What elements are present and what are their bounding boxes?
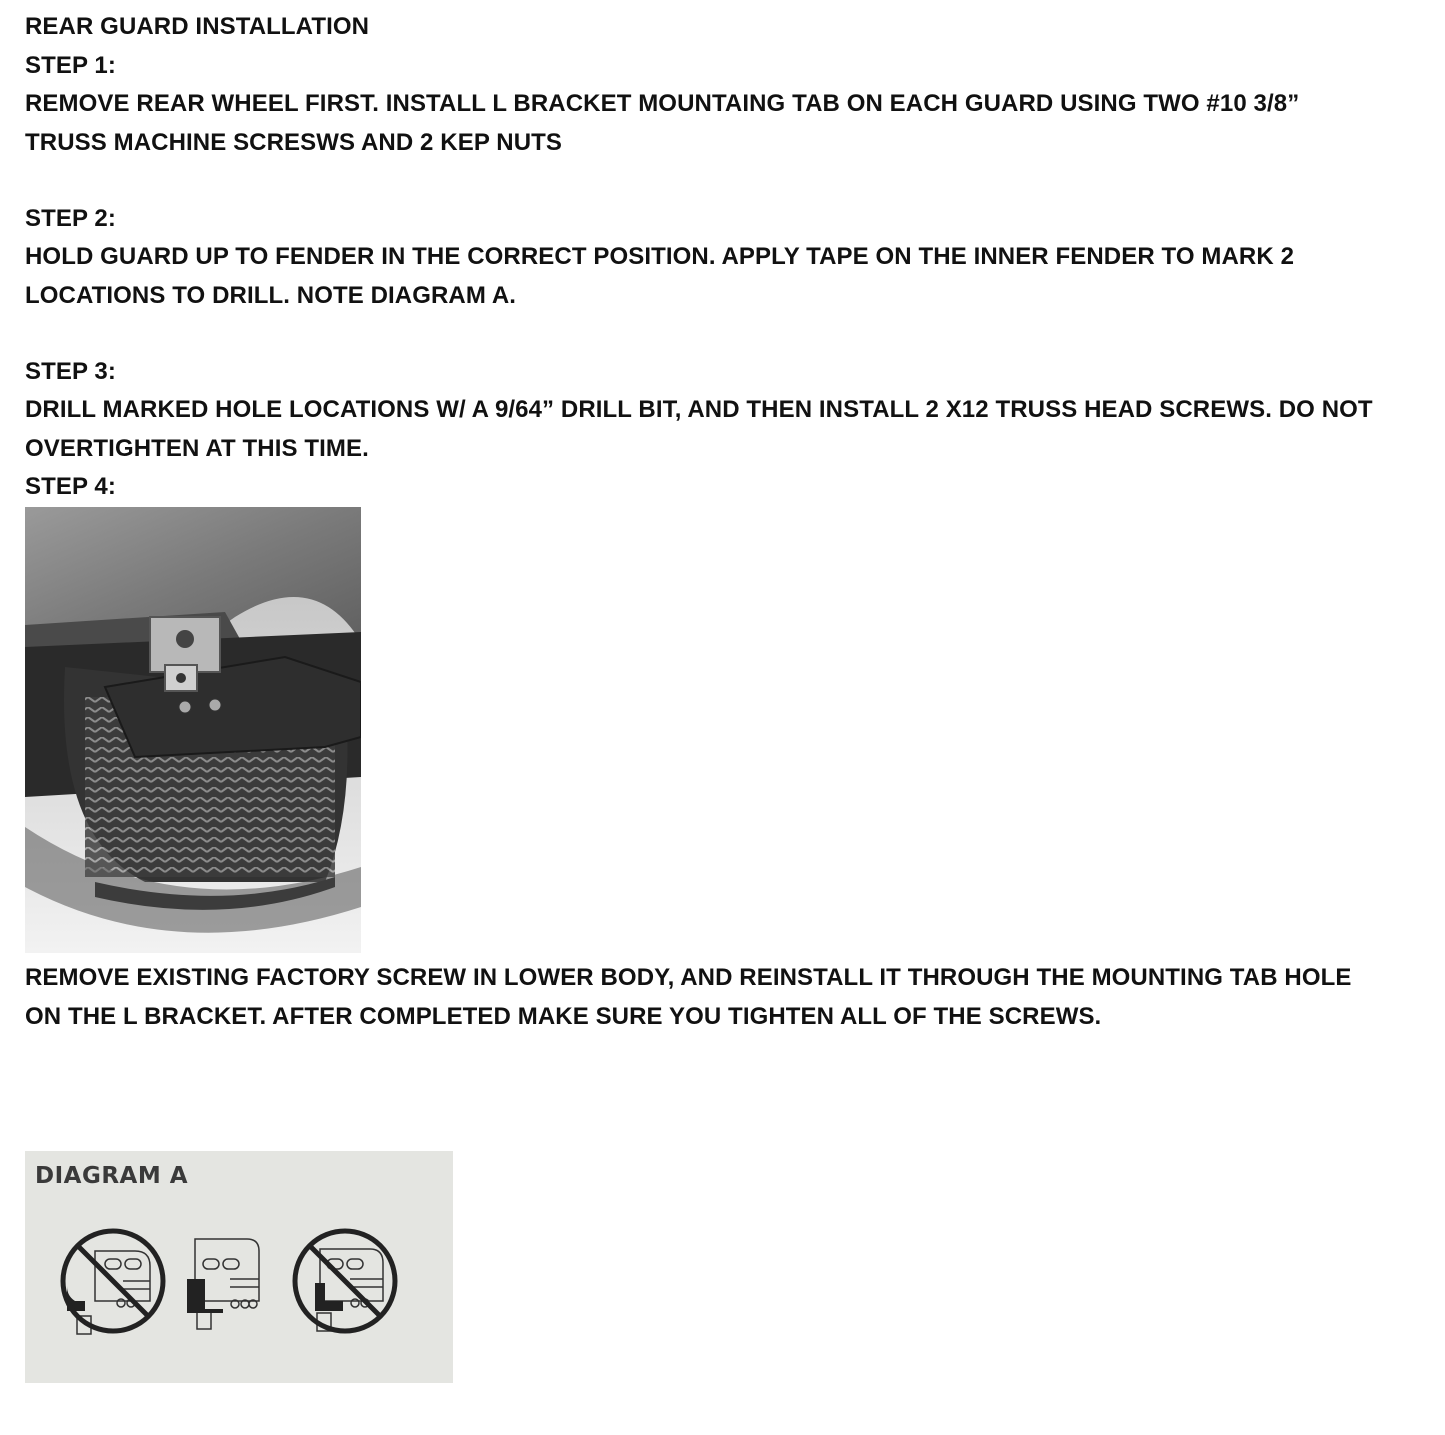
step1-heading: STEP 1:	[25, 52, 116, 79]
tire-guard-photo-illustration	[25, 507, 361, 953]
step3-text-line1: DRILL MARKED HOLE LOCATIONS W/ A 9/64” DRILL BIT, AND THEN INSTALL 2 X12 TRUSS HEAD SCREWS. DO NOT	[25, 396, 1373, 423]
diagram-panel-incorrect-right	[295, 1231, 395, 1331]
step4-text-line2: ON THE L BRACKET. AFTER COMPLETED MAKE SURE YOU TIGHTEN ALL OF THE SCREWS.	[25, 1003, 1102, 1030]
step1-text-line1: REMOVE REAR WHEEL FIRST. INSTALL L BRACKET MOUNTAING TAB ON EACH GUARD USING TWO #10 3/8”	[25, 90, 1300, 117]
doc-title: REAR GUARD INSTALLATION	[25, 13, 370, 40]
step3-heading: STEP 3:	[25, 358, 116, 385]
diagram-a	[25, 1151, 453, 1383]
step2-text-line1: HOLD GUARD UP TO FENDER IN THE CORRECT POSITION. APPLY TAPE ON THE INNER FENDER TO MARK 2	[25, 243, 1295, 270]
step3-text-line2: OVERTIGHTEN AT THIS TIME.	[25, 435, 369, 462]
step2-text-line2: LOCATIONS TO DRILL. NOTE DIAGRAM A.	[25, 282, 517, 309]
step2-heading: STEP 2:	[25, 205, 116, 232]
diagram-illustration	[25, 1151, 453, 1383]
diagram-panel-incorrect-left	[63, 1231, 163, 1334]
installation-photo	[25, 507, 361, 953]
step1-text-line2: TRUSS MACHINE SCRESWS AND 2 KEP NUTS	[25, 129, 562, 156]
diagram-title: DIAGRAM A	[35, 1163, 189, 1189]
step4-heading: STEP 4:	[25, 473, 116, 500]
diagram-panel-correct-middle	[187, 1239, 259, 1329]
step4-text-line1: REMOVE EXISTING FACTORY SCREW IN LOWER BODY, AND REINSTALL IT THROUGH THE MOUNTING TAB HOLE	[25, 964, 1352, 991]
